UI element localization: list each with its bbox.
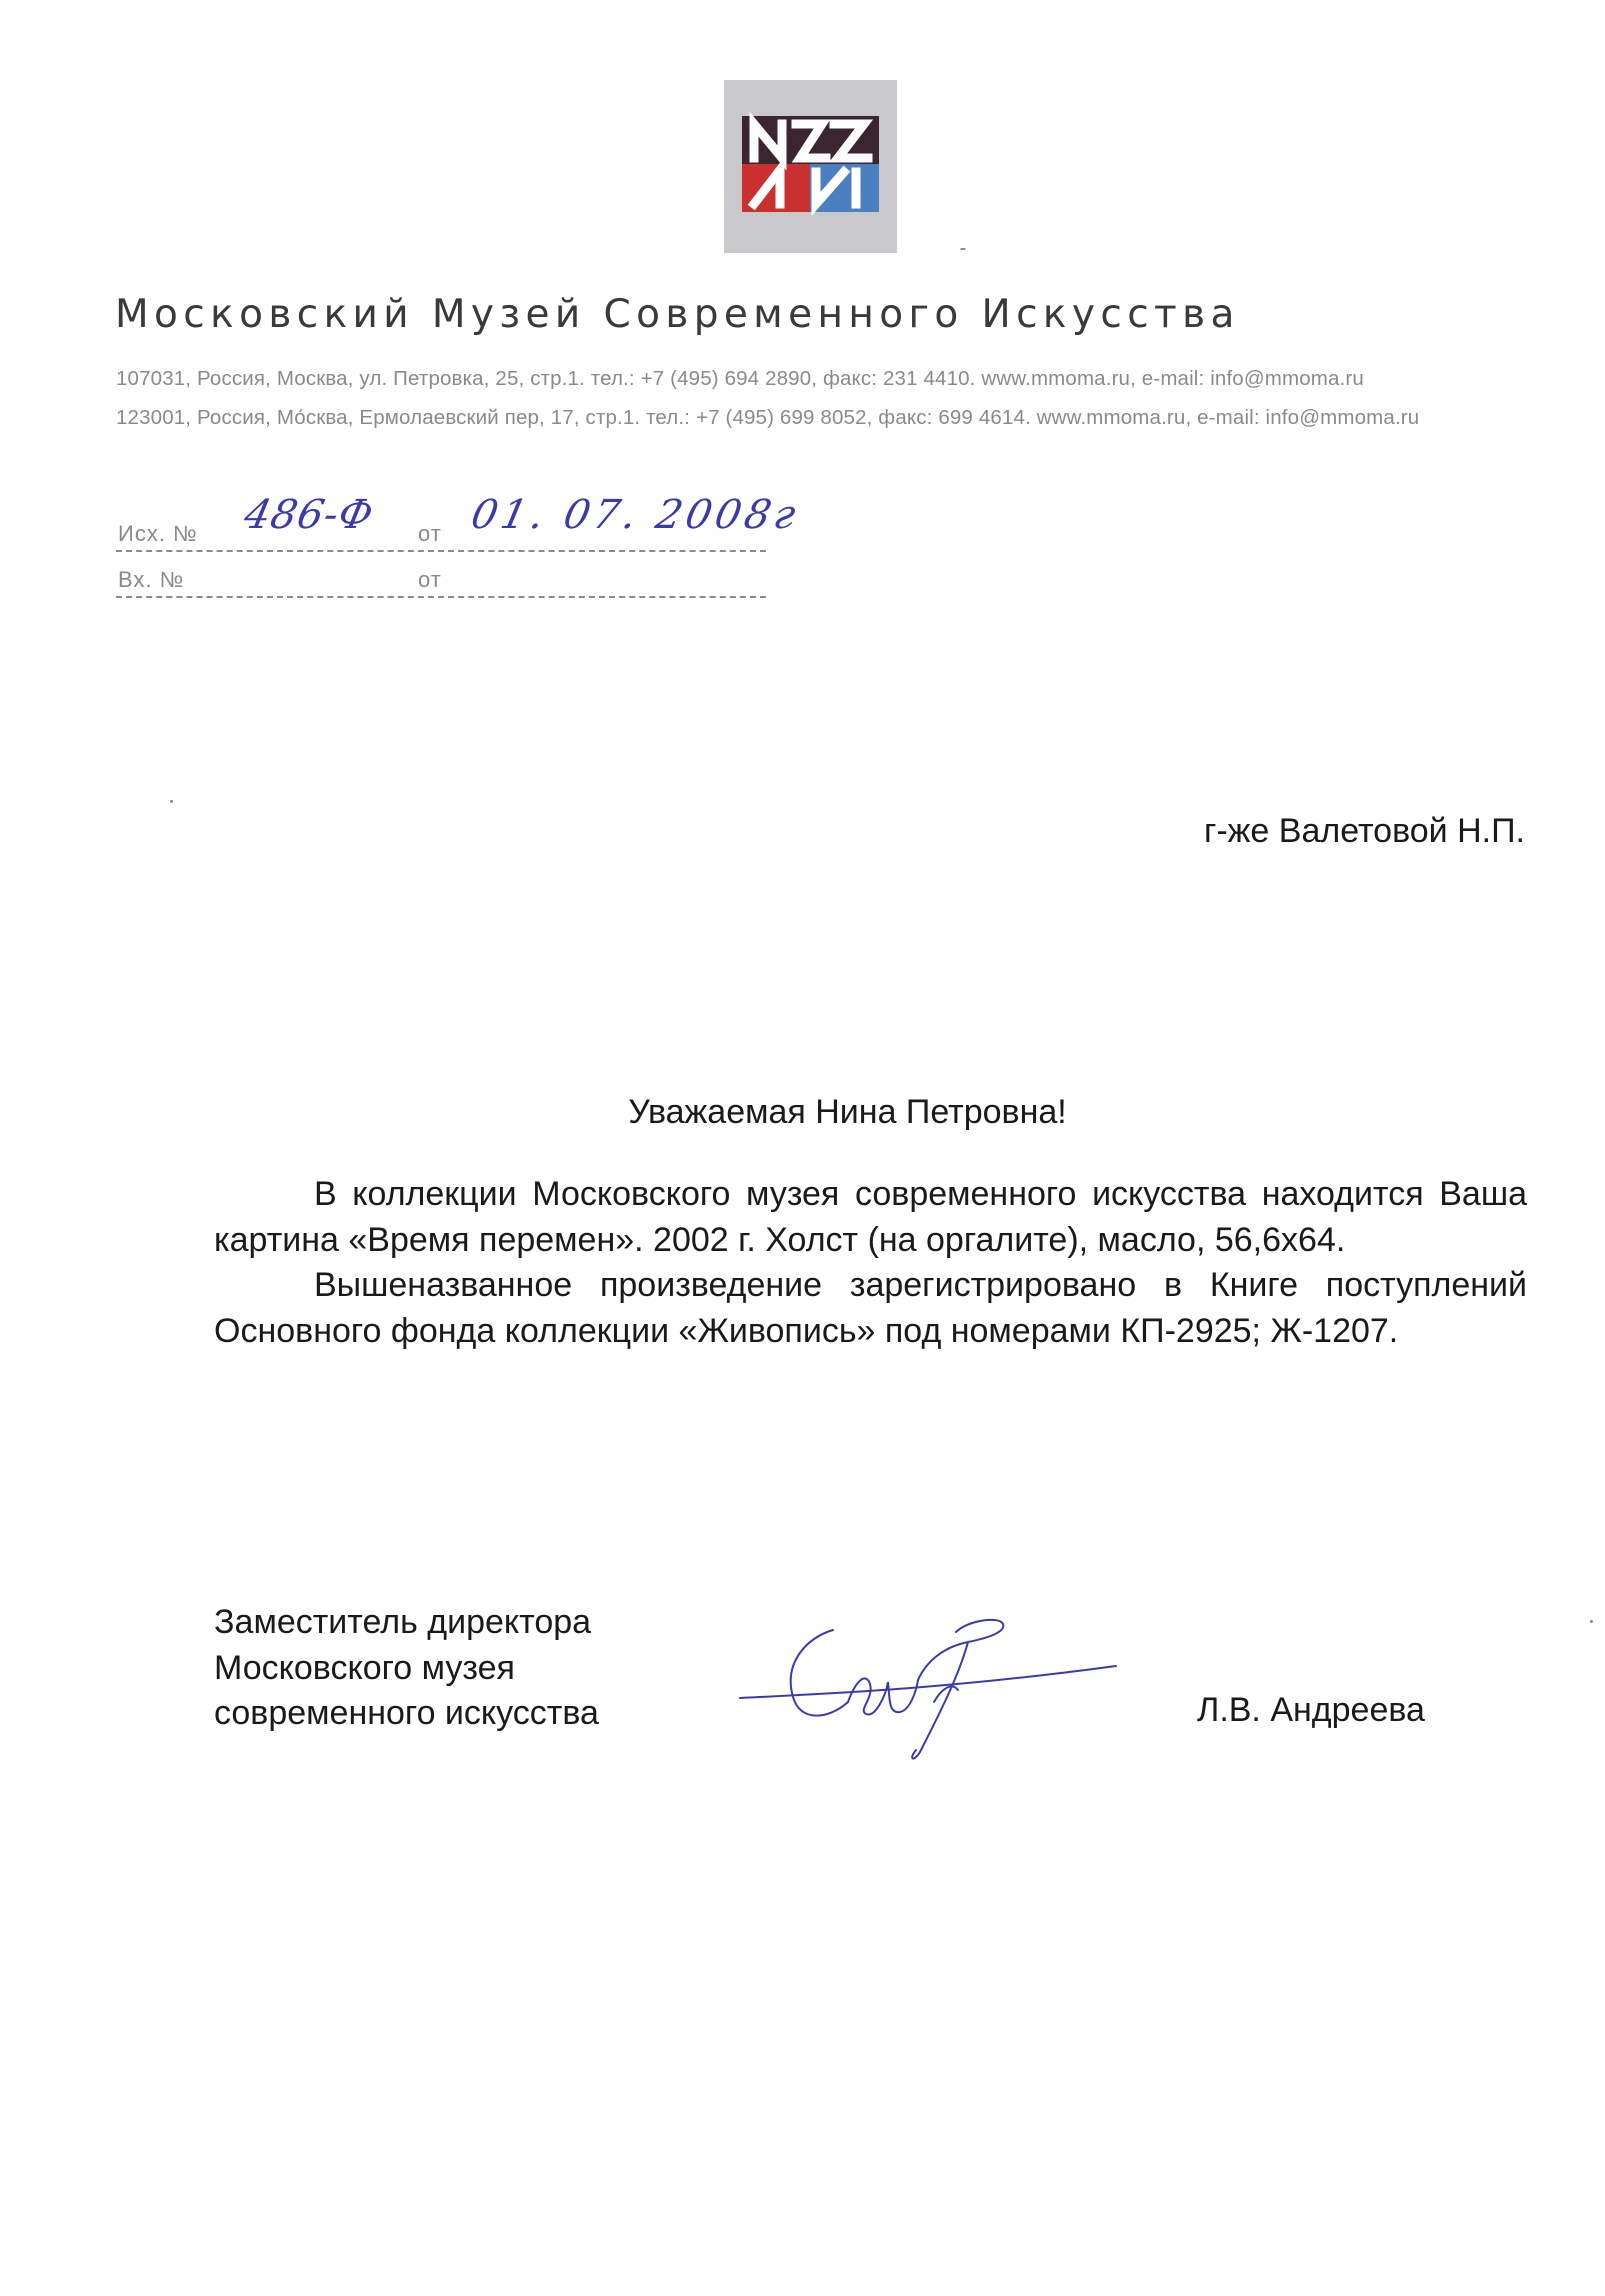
incoming-number-label: Вх. № <box>118 567 185 592</box>
scan-speck <box>170 800 173 803</box>
scan-speck <box>1590 1620 1593 1623</box>
outgoing-number-label: Исх. № <box>118 521 198 546</box>
outgoing-date-handwritten: 01. 07. 2008г <box>467 492 804 538</box>
logo-mark-icon <box>724 80 897 253</box>
museum-logo <box>724 80 897 253</box>
scan-speck <box>960 248 966 250</box>
salutation: Уважаемая Нина Петровна! <box>628 1093 1067 1131</box>
signatory-title-line-1: Заместитель директора <box>214 1603 592 1641</box>
address-line-1: 107031, Россия, Москва, ул. Петровка, 25, стр.1. тел.: +7 (495) 694 2890, факс: 231 4410. www.mmoma.ru, e-mail: info@mmoma.ru <box>116 367 1364 390</box>
body-paragraph-1: В коллекции Московского музея современного искусства находится Ваша картина «Время перемен». 2002 г. Холст (на оргалите), масло, 56,6х64. <box>214 1175 1527 1259</box>
handwritten-signature-icon <box>738 1602 1118 1767</box>
incoming-registration-row <box>116 556 766 598</box>
incoming-from-label: от <box>418 567 442 592</box>
body-paragraph-2: Вышеназванное произведение зарегистрировано в Книге поступлений Основного фонда коллекции «Живопись» под номерами КП-2925; Ж-1207. <box>214 1266 1527 1350</box>
signatory-title-line-3: современного искусства <box>214 1694 599 1732</box>
addressee: г-же Валетовой Н.П. <box>1203 812 1525 850</box>
signatory-title-line-2: Московского музея <box>214 1648 515 1687</box>
signatory-title <box>214 1600 599 1737</box>
letter-body <box>214 1172 1527 1354</box>
outgoing-number-handwritten: 486-Ф <box>240 492 378 538</box>
signer-name: Л.В. Андреева <box>1197 1691 1425 1729</box>
org-name: Московский Музей Современного Искусства <box>115 292 1240 337</box>
address-line-2: 123001, Россия, Мо́сква, Ермолаевский пер, 17, стр.1. тел.: +7 (495) 699 8052, факс: 699 4614. www.mmoma.ru, e-mail: info@mmoma.ru <box>116 406 1420 429</box>
outgoing-from-label: от <box>418 521 442 546</box>
